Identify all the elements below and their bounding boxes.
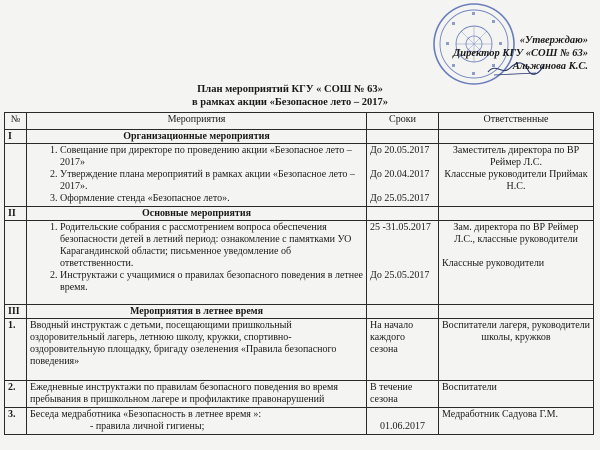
activity-subtext: - правила личной гигиены; (90, 421, 205, 432)
approval-line-1: «Утверждаю» (519, 35, 588, 46)
date-value: 01.06.2017 (380, 421, 425, 432)
row-number: 3. (5, 408, 27, 435)
responsible-value: Классные руководители (442, 258, 545, 269)
date-value: До 25.05.2017 (370, 193, 430, 204)
section-empty-cell (439, 207, 594, 221)
responsible-value: Воспитатели лагеря, руководители школы, кружков (439, 319, 594, 381)
responsible-cell (439, 144, 594, 207)
table-row (5, 221, 594, 305)
section-empty-cell (367, 130, 439, 144)
section-number: II (5, 207, 27, 221)
activity-text: Беседа медработника «Безопасность в летнее время »: (30, 409, 262, 420)
date-value: 25 -31.05.2017 (370, 222, 431, 233)
section-title: Мероприятия в летнее время (27, 305, 367, 319)
section-number: I (5, 130, 27, 144)
section-empty-cell (439, 130, 594, 144)
section-row (5, 130, 594, 144)
responsible-value: Медработник Садуова Г.М. (439, 408, 594, 435)
activity-text: Вводный инструктаж с детьми, посещающими пришкольный оздоровительный лагерь, летнюю школу, кружки, спортивно-оздоровительную площадку, бригаду озеленения «Правила безопасного поведения» (27, 319, 367, 381)
list-item: 2. Инструктажи с учащимися о правилах безопасного поведения в летнее время. (60, 270, 363, 294)
activities-cell (27, 221, 367, 305)
table-row (5, 381, 594, 408)
responsible-value: Воспитатели (439, 381, 594, 408)
section-number: III (5, 305, 27, 319)
responsible-value: Классные руководители Приймак Н.С. (444, 169, 588, 192)
date-value: До 20.04.2017 (370, 169, 430, 180)
section-empty-cell (439, 305, 594, 319)
section-empty-cell (367, 207, 439, 221)
header-dates: Сроки (367, 113, 439, 130)
row-number: 1. (5, 319, 27, 381)
header-responsible: Ответственные (439, 113, 594, 130)
dates-cell (367, 221, 439, 305)
section-row (5, 305, 594, 319)
list-item: 1. Совещание при директоре по проведению акции «Безопасное лето – 2017» (60, 145, 363, 169)
list-item: 2. Утверждение плана мероприятий в рамках акции «Безопасное лето – 2017». (60, 169, 363, 193)
list-item: 1. Родительские собрания с рассмотрением вопроса обеспечения безопасности детей в летний период: ознакомление с памятками УО Карагандинской области; письменное уведомление об ответственности. (60, 222, 363, 270)
dates-cell (367, 144, 439, 207)
section-title: Организационные мероприятия (27, 130, 367, 144)
list-item: 3. Оформление стенда «Безопасное лето». (60, 193, 363, 205)
document-title: План мероприятий КГУ « СОШ № 63» (197, 84, 383, 95)
plan-table (4, 112, 594, 435)
row-number-cell (5, 144, 27, 207)
table-row (5, 144, 594, 207)
approval-line-2: Директор КГУ «СОШ № 63» (453, 48, 588, 59)
dates-cell (367, 408, 439, 435)
section-title: Основные мероприятия (27, 207, 367, 221)
table-row (5, 408, 594, 435)
row-number: 2. (5, 381, 27, 408)
responsible-cell (439, 221, 594, 305)
activities-cell (27, 408, 367, 435)
header-number: № (5, 113, 27, 130)
date-value: В течение сезона (367, 381, 439, 408)
approval-block (453, 34, 588, 73)
table-header-row (5, 113, 594, 130)
date-value: До 20.05.2017 (370, 145, 430, 156)
date-value: На начало каждого сезона (367, 319, 439, 381)
section-empty-cell (367, 305, 439, 319)
document-subtitle: в рамках акции «Безопасное лето – 2017» (191, 97, 388, 108)
responsible-value: Заместитель директора по ВР Реймер Л.С. (452, 145, 580, 168)
approval-line-3: Альжанова К.С. (512, 61, 588, 72)
header-activities: Мероприятия (27, 113, 367, 130)
table-row (5, 319, 594, 381)
activity-text: Ежедневные инструктажи по правилам безопасного поведения во время пребывания в пришкольном лагере и профилактике правонарушений (27, 381, 367, 408)
row-number-cell (5, 221, 27, 305)
responsible-value: Зам. директора по ВР Реймер Л.С., классные руководители (453, 222, 579, 245)
section-row (5, 207, 594, 221)
date-value: До 25.05.2017 (370, 270, 430, 281)
activities-cell (27, 144, 367, 207)
